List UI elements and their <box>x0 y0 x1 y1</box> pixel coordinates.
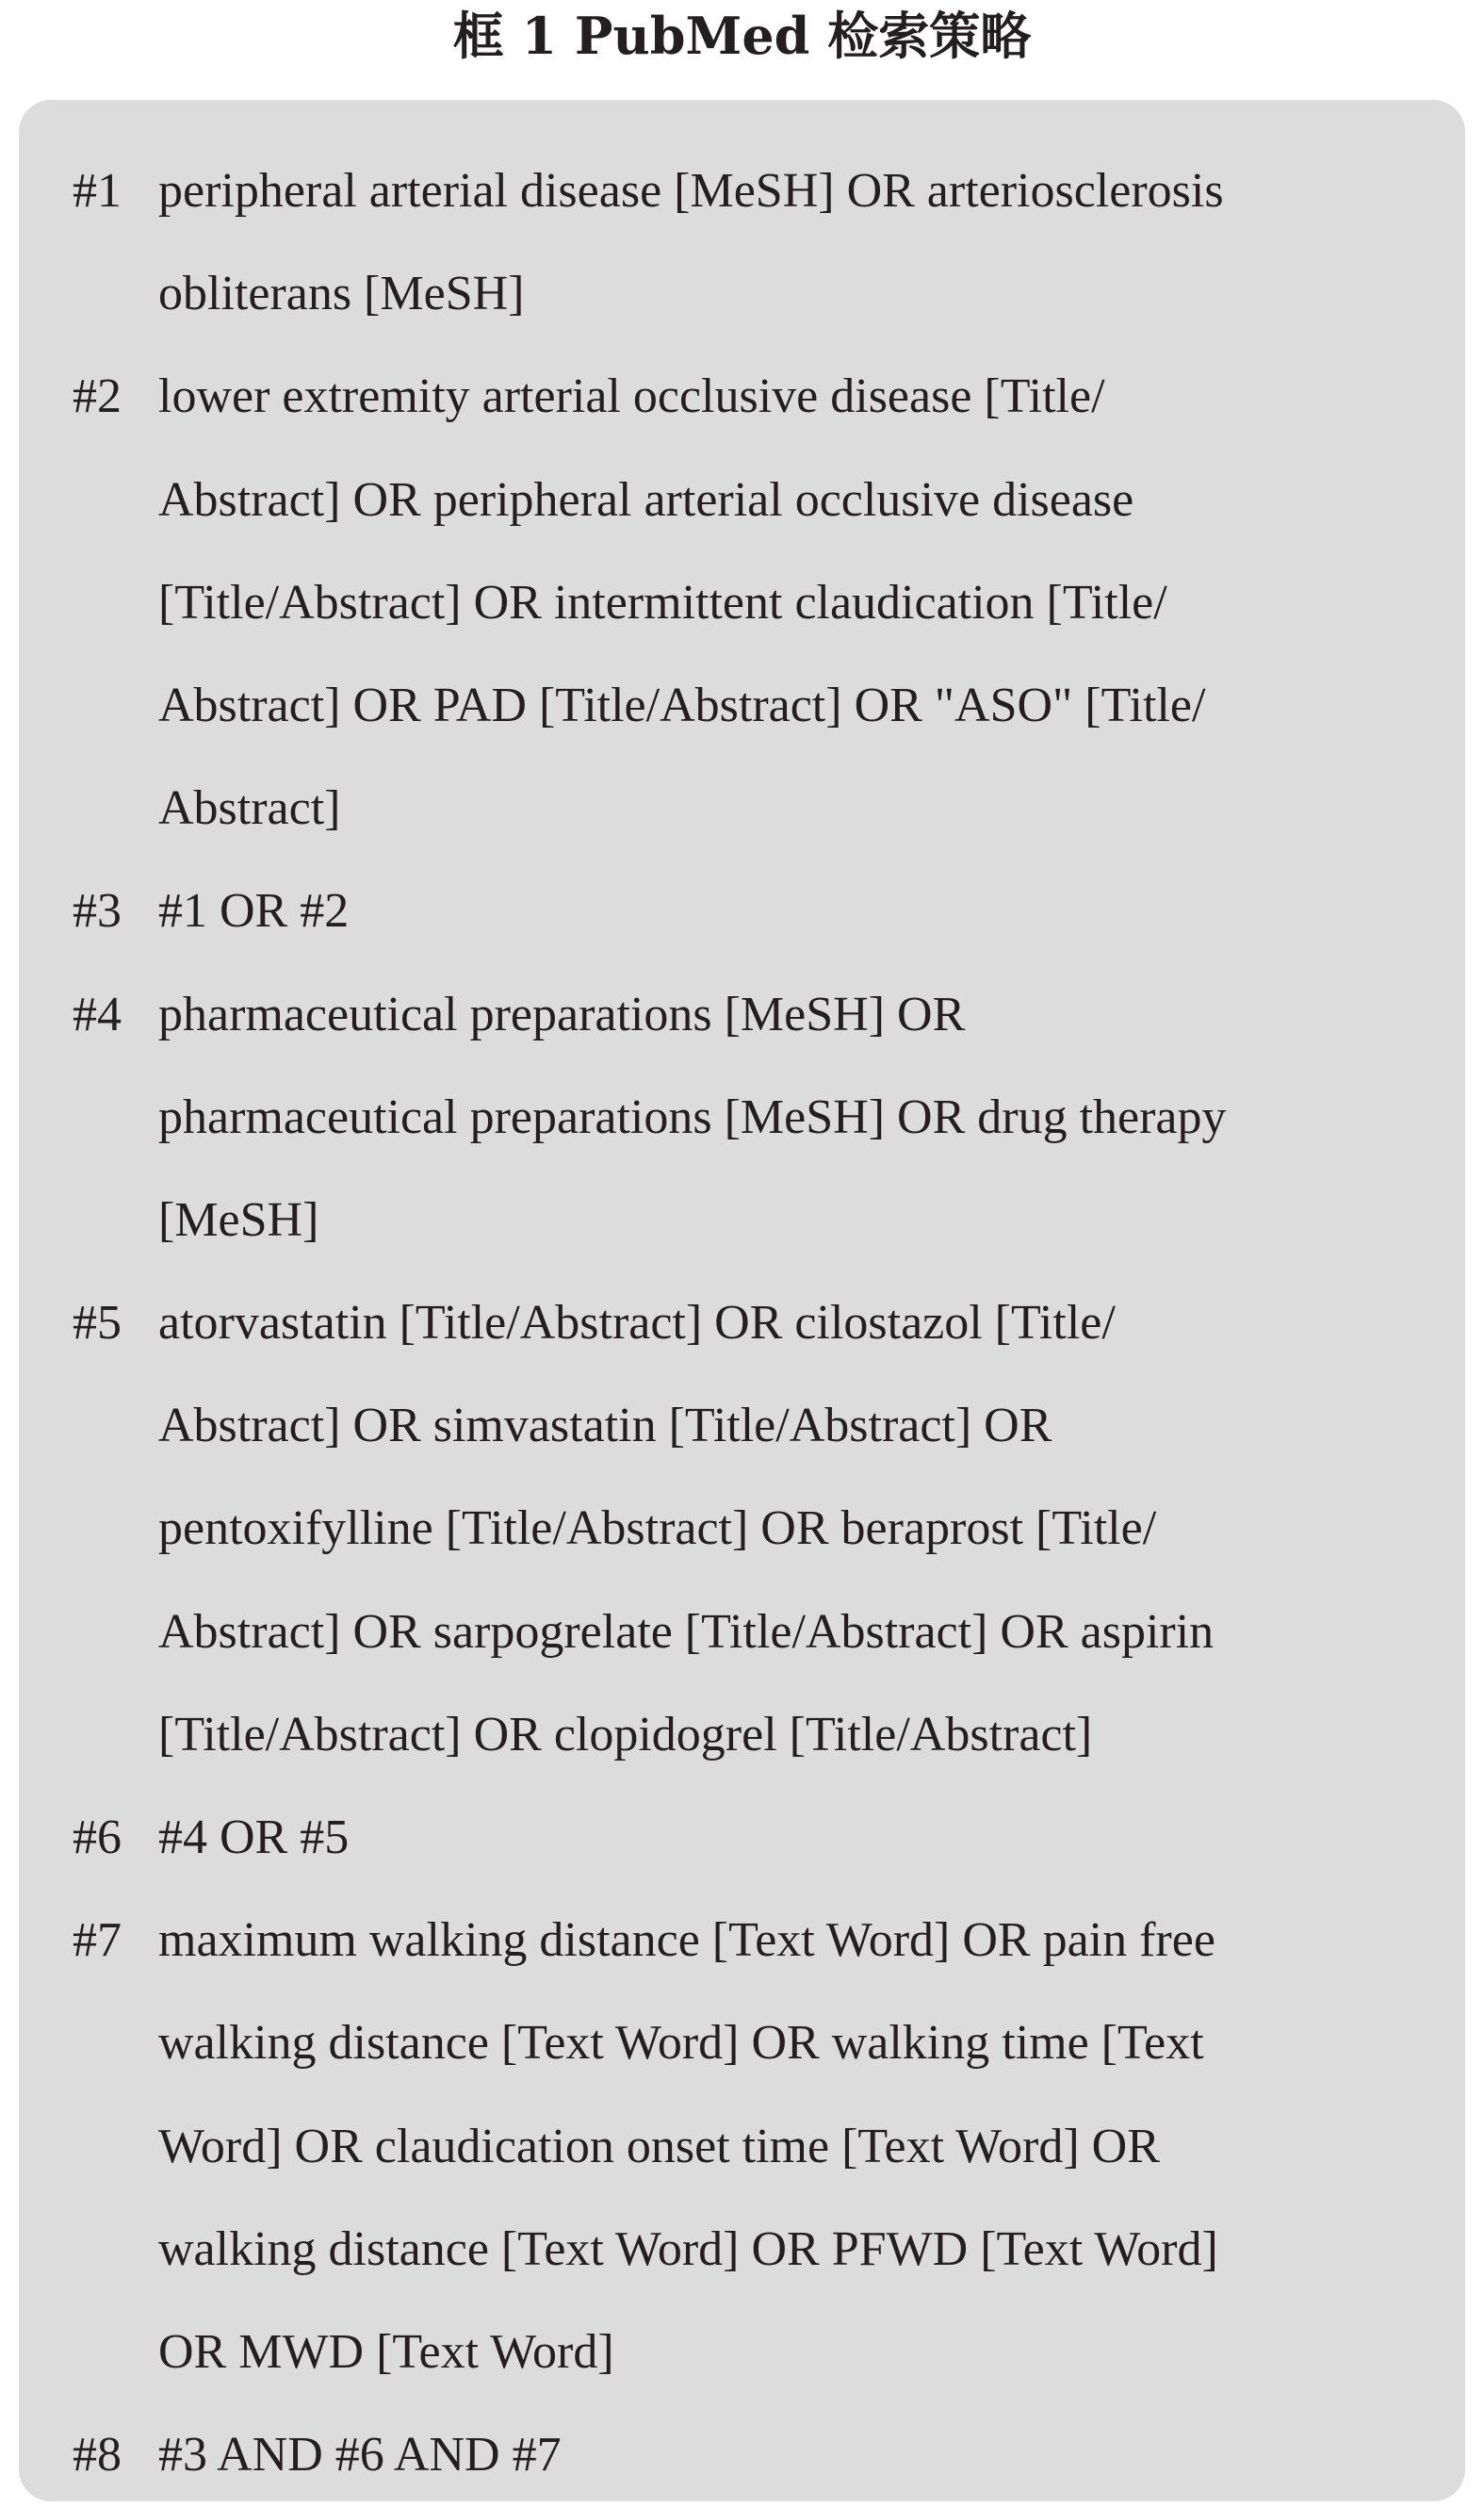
entry-number: #4 <box>73 987 122 1041</box>
entry-line: #4 OR #5 <box>158 1811 350 1864</box>
strategy-entry-4 <box>19 963 1465 1272</box>
page-title: 框 1 PubMed 检索策略 <box>452 6 1032 66</box>
entry-line: [Title/Abstract] OR clopidogrel [Title/Abstract] <box>158 1707 1093 1761</box>
entry-line: pharmaceutical preparations [MeSH] OR <box>158 987 966 1041</box>
entry-number: #3 <box>73 884 122 939</box>
entry-number: #8 <box>73 2428 122 2482</box>
entry-line: Abstract] OR simvastatin [Title/Abstract] OR <box>158 1399 1052 1453</box>
entry-text <box>158 139 1440 345</box>
entry-text <box>158 860 1440 962</box>
entry-line: pharmaceutical preparations [MeSH] OR drug therapy <box>158 1090 1227 1144</box>
entry-number: #2 <box>73 369 122 424</box>
search-strategy-box <box>19 100 1465 2501</box>
entry-line: Abstract] <box>158 781 341 836</box>
entry-line: walking distance [Text Word] OR walking time [Text <box>158 2016 1204 2071</box>
entry-text <box>158 2403 1440 2506</box>
entry-line: peripheral arterial disease [MeSH] OR arteriosclerosis <box>158 164 1224 218</box>
entry-line: pentoxifylline [Title/Abstract] OR beraprost [Title/ <box>158 1501 1157 1556</box>
entry-line: #1 OR #2 <box>158 884 350 939</box>
entry-text <box>158 1786 1440 1889</box>
entry-line: #3 AND #6 AND #7 <box>158 2428 562 2482</box>
entry-text <box>158 1271 1440 1786</box>
entry-line: lower extremity arterial occlusive disease [Title/ <box>158 369 1105 424</box>
entry-line: Abstract] OR sarpogrelate [Title/Abstract] OR aspirin <box>158 1604 1215 1659</box>
strategy-entry-8 <box>19 2403 1465 2506</box>
entry-line: atorvastatin [Title/Abstract] OR cilostazol [Title/ <box>158 1296 1116 1351</box>
strategy-entry-2 <box>19 345 1465 860</box>
entry-line: maximum walking distance [Text Word] OR pain free <box>158 1913 1215 1968</box>
entry-line: Word] OR claudication onset time [Text Word] OR <box>158 2119 1160 2173</box>
strategy-entry-1 <box>19 139 1465 345</box>
strategy-entry-5 <box>19 1271 1465 1786</box>
entry-number: #5 <box>73 1296 122 1351</box>
entry-line: [MeSH] <box>158 1192 319 1247</box>
entry-line: [Title/Abstract] OR intermittent claudication [Title/ <box>158 575 1167 630</box>
entry-number: #1 <box>73 164 122 218</box>
entry-line: obliterans [MeSH] <box>158 267 525 321</box>
strategy-entry-6 <box>19 1786 1465 1889</box>
strategy-entry-7 <box>19 1889 1465 2403</box>
entry-line: walking distance [Text Word] OR PFWD [Text Word] <box>158 2221 1218 2276</box>
entry-text <box>158 345 1440 860</box>
entry-line: OR MWD [Text Word] <box>158 2324 614 2379</box>
entry-text <box>158 963 1440 1272</box>
entry-number: #6 <box>73 1811 122 1864</box>
entry-number: #7 <box>73 1913 122 1968</box>
entry-text <box>158 1889 1440 2403</box>
entry-line: Abstract] OR PAD [Title/Abstract] OR "ASO" [Title/ <box>158 678 1206 732</box>
strategy-entry-3 <box>19 860 1465 962</box>
entry-line: Abstract] OR peripheral arterial occlusive disease <box>158 472 1134 527</box>
